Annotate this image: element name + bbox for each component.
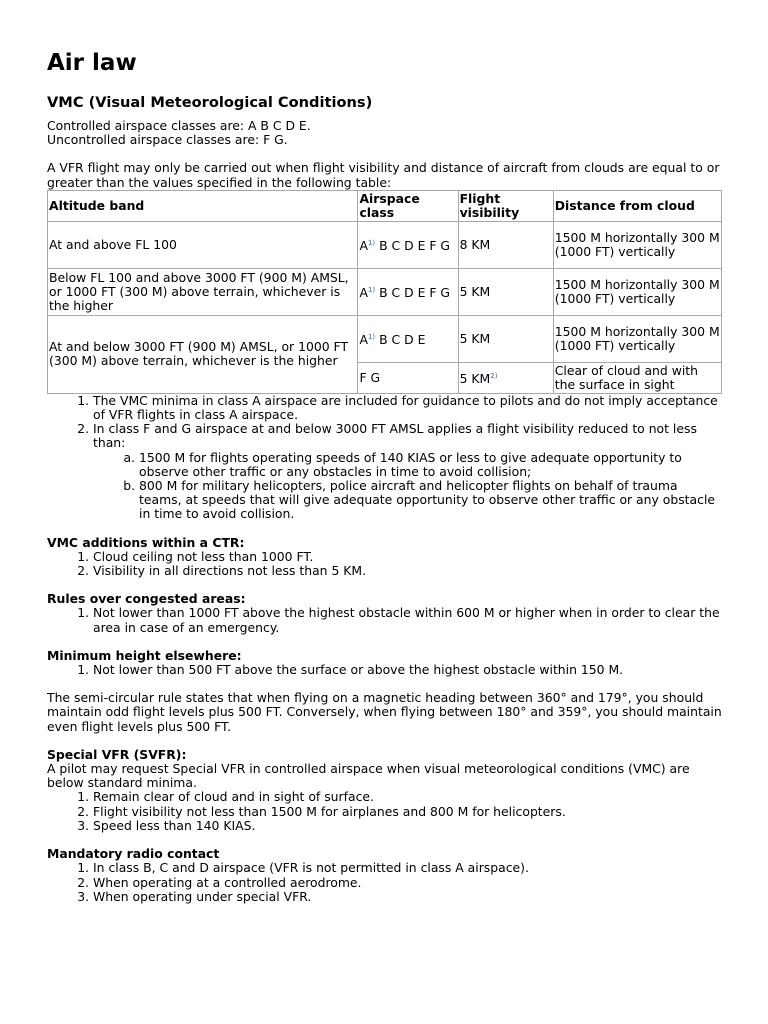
distance-cell: 1500 M horizontally 300 M (1000 FT) vertically	[553, 315, 721, 362]
visibility-cell: 5 KM	[458, 268, 553, 315]
table-header-row	[48, 190, 722, 221]
document-body	[47, 119, 723, 904]
class-a: A	[359, 238, 368, 254]
airspace-class-cell	[358, 268, 458, 315]
ctr-heading: VMC additions within a CTR:	[47, 534, 245, 550]
semicircular-rule: The semi-circular rule states that when flying on a magnetic heading between 360° and 179°, you should maintain odd flight levels plus 500 FT. Conversely, when flying between 180° and 359°, you should maintain even flight levels plus 500 FT.	[47, 690, 722, 734]
list-item: 3. Speed less than 140 KIAS.	[93, 819, 723, 833]
footnote-ref-link[interactable]: 1)	[367, 239, 376, 248]
airspace-class-cell	[358, 315, 458, 362]
visibility-cell: 5 KM	[458, 315, 553, 362]
table-notes-list	[47, 394, 723, 522]
congested-list	[47, 606, 723, 634]
radio-list	[47, 861, 723, 904]
distance-cell: 1500 M horizontally 300 M (1000 FT) vertically	[553, 221, 721, 268]
list-item: 1. Remain clear of cloud and in sight of surface.	[93, 790, 723, 804]
list-item: 2. Visibility in all directions not less than 5 KM.	[93, 564, 723, 578]
footnote-ref-link[interactable]: 1)	[367, 286, 376, 295]
svfr-list	[47, 790, 723, 833]
distance-cell: Clear of cloud and with the surface in sight	[553, 362, 721, 393]
altitude-band-cell: Below FL 100 and above 3000 FT (900 M) AMSL, or 1000 FT (300 M) above terrain, whichever is the higher	[48, 268, 358, 315]
list-item: 1. Cloud ceiling not less than 1000 FT.	[93, 550, 723, 564]
airspace-class-cell: F G	[358, 362, 458, 393]
table-row	[48, 268, 722, 315]
svfr-text: A pilot may request Special VFR in controlled airspace when visual meteorological conditions (VMC) are below standard minima.	[47, 761, 690, 791]
list-item	[93, 422, 723, 521]
sub-list	[93, 451, 723, 522]
list-item: 1. Not lower than 1000 FT above the highest obstacle within 600 M or higher when in order to clear the area in case of an emergency.	[93, 606, 723, 634]
class-a: A	[359, 332, 368, 348]
footnote-ref-link[interactable]: 1)	[367, 333, 376, 342]
svfr-heading: Special VFR (SVFR):	[47, 746, 187, 762]
vmc-table	[47, 190, 722, 394]
list-item: 1. In class B, C and D airspace (VFR is not permitted in class A airspace).	[93, 861, 723, 875]
class-rest: B C D E F G	[379, 238, 451, 254]
airspace-class-cell	[358, 221, 458, 268]
list-item: b. 800 M for military helicopters, police aircraft and helicopter flights on behalf of trauma teams, at speeds that will give adequate opportunity to observe other traffic or any obstacle in time to avoid collision.	[139, 479, 723, 522]
table-header: Distance from cloud	[553, 190, 721, 221]
section-title: VMC (Visual Meteorological Conditions)	[47, 94, 373, 111]
visibility-cell: 8 KM	[458, 221, 553, 268]
radio-heading: Mandatory radio contact	[47, 846, 220, 862]
elsewhere-heading: Minimum height elsewhere:	[47, 647, 242, 663]
list-item: 1. The VMC minima in class A airspace are included for guidance to pilots and do not imply acceptance of VFR flights in class A airspace.	[93, 394, 723, 422]
list-item: a. 1500 M for flights operating speeds of 140 KIAS or less to give adequate opportunity to observe other traffic or any obstacles in time to avoid collision;	[139, 451, 723, 479]
visibility-value: 5 KM	[459, 371, 491, 387]
table-header: Altitude band	[48, 190, 358, 221]
table-row	[48, 315, 722, 362]
distance-cell: 1500 M horizontally 300 M (1000 FT) vertically	[553, 268, 721, 315]
list-item: 2. When operating at a controlled aerodrome.	[93, 876, 723, 890]
list-item: 3. When operating under special VFR.	[93, 890, 723, 904]
elsewhere-list	[47, 663, 723, 677]
class-rest: B C D E	[379, 332, 426, 348]
altitude-band-cell: At and below 3000 FT (900 M) AMSL, or 1000 FT (300 M) above terrain, whichever is the higher	[48, 315, 358, 393]
congested-heading: Rules over congested areas:	[47, 591, 246, 607]
class-a: A	[359, 285, 368, 301]
uncontrolled-classes: Uncontrolled airspace classes are: F G.	[47, 132, 288, 148]
page-title: Air law	[47, 50, 137, 76]
footnote-ref-link[interactable]: 2)	[490, 372, 498, 381]
note-text: In class F and G airspace at and below 3000 FT AMSL applies a flight visibility reduced to not less than:	[93, 421, 697, 451]
table-row	[48, 221, 722, 268]
list-item: 2. Flight visibility not less than 1500 M for airplanes and 800 M for helicopters.	[93, 805, 723, 819]
visibility-cell	[458, 362, 553, 393]
vfr-intro: A VFR flight may only be carried out when flight visibility and distance of aircraft from clouds are equal to or greater than the values specified in the following table:	[47, 160, 720, 190]
table-header: Airspace class	[358, 190, 458, 221]
ctr-list	[47, 550, 723, 578]
table-header: Flight visibility	[458, 190, 553, 221]
class-rest: B C D E F G	[379, 285, 451, 301]
altitude-band-cell: At and above FL 100	[48, 221, 358, 268]
list-item: 1. Not lower than 500 FT above the surface or above the highest obstacle within 150 M.	[93, 663, 723, 677]
controlled-classes: Controlled airspace classes are: A B C D E.	[47, 118, 311, 133]
